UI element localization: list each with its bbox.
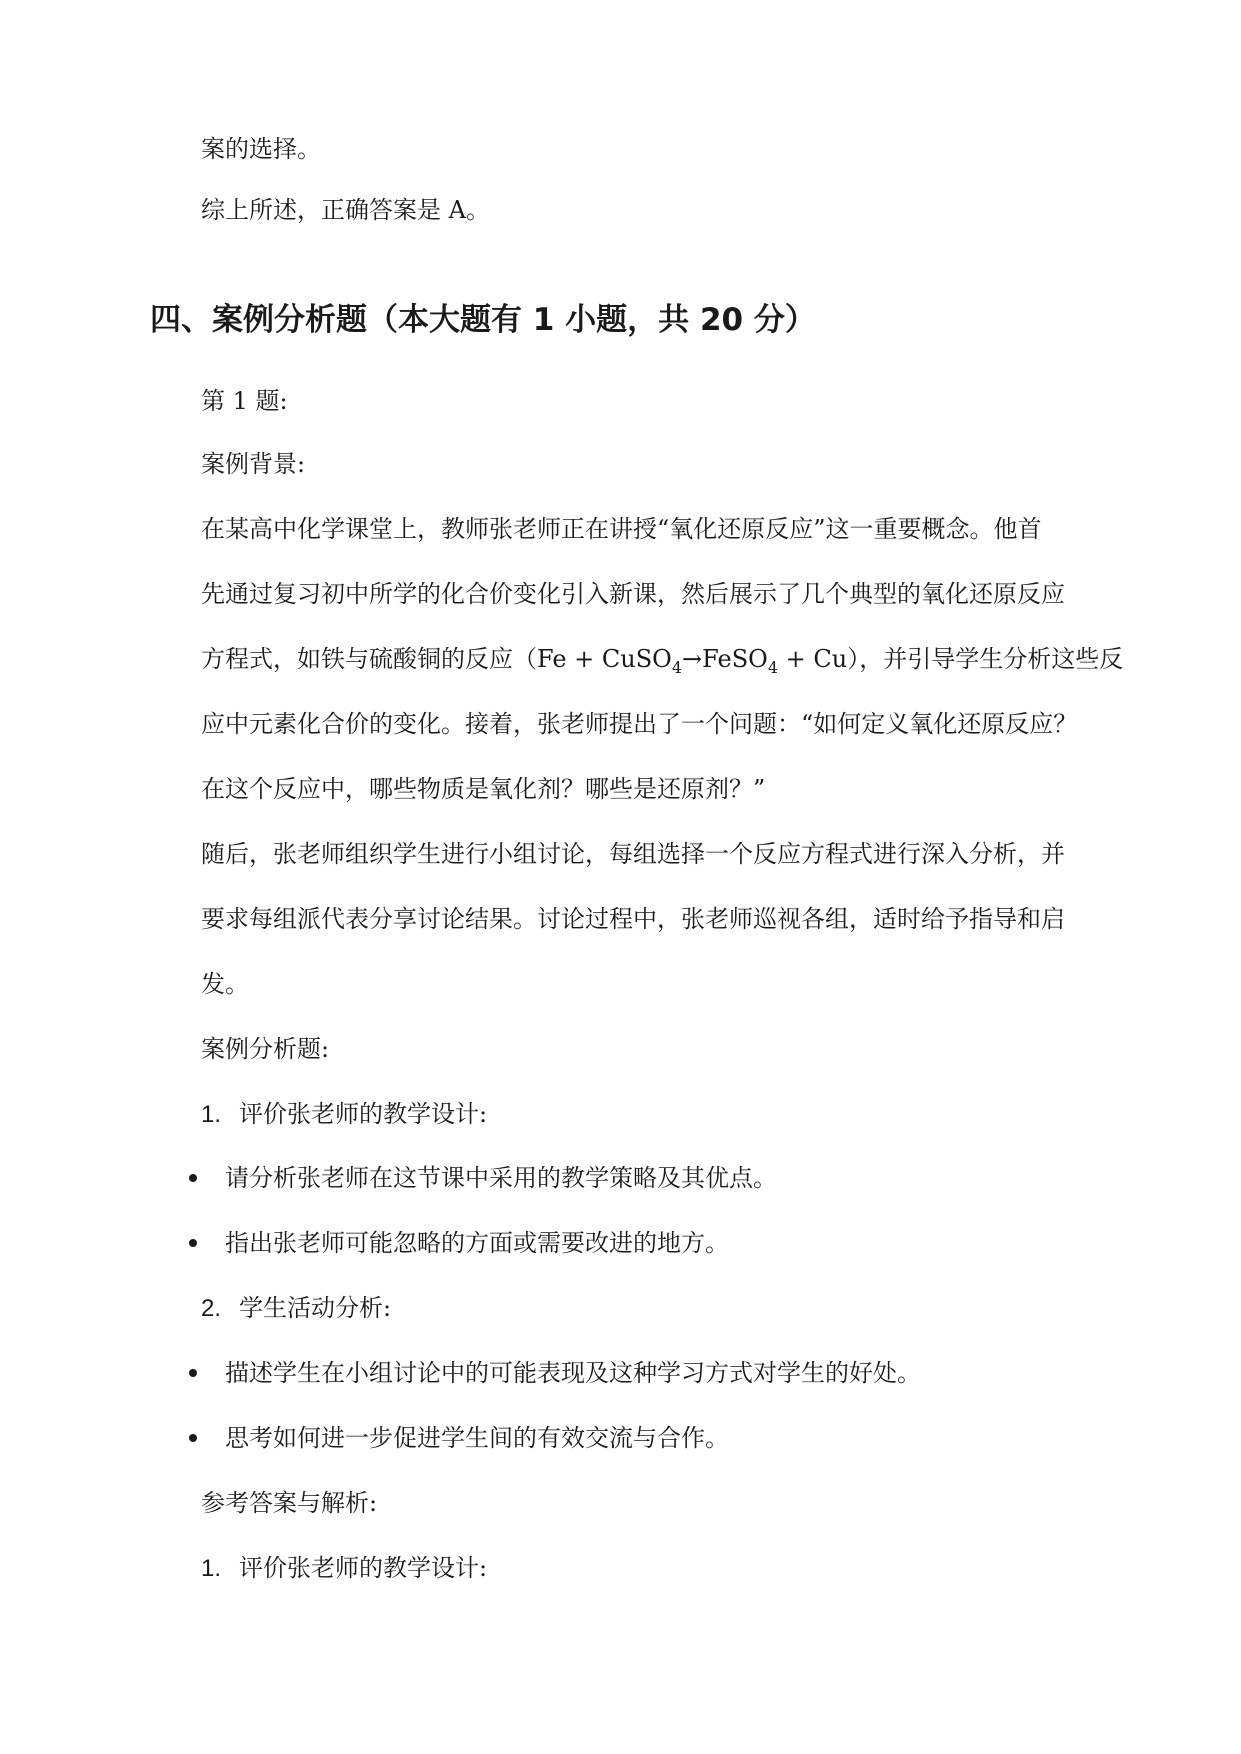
item1-bullet-2: 指出张老师可能忽略的方面或需要改进的地方。 bbox=[225, 1229, 729, 1257]
bullet-icon bbox=[189, 1174, 197, 1182]
eq-fe: Fe bbox=[537, 645, 567, 673]
background-p1-line5: 在这个反应中，哪些物质是氧化剂？哪些是还原剂？” bbox=[201, 775, 766, 803]
item2-heading bbox=[201, 1292, 391, 1325]
item2-title: 学生活动分析: bbox=[239, 1294, 392, 1322]
background-p1-line3 bbox=[201, 643, 1123, 675]
answer-label: 参考答案与解析: bbox=[201, 1489, 378, 1517]
background-p2-line1: 随后，张老师组织学生进行小组讨论，每组选择一个反应方程式进行深入分析，并 bbox=[201, 840, 1065, 868]
background-p1-line1: 在某高中化学课堂上，教师张老师正在讲授“氧化还原反应”这一重要概念。他首 bbox=[201, 515, 1042, 543]
answer-item1-title: 评价张老师的教学设计: bbox=[239, 1554, 488, 1582]
background-p1-line4: 应中元素化合价的变化。接着，张老师提出了一个问题：“如何定义氧化还原反应？ bbox=[201, 710, 1078, 738]
item1-title: 评价张老师的教学设计: bbox=[239, 1100, 488, 1128]
answer-item1-heading bbox=[201, 1552, 487, 1585]
background-label: 案例背景: bbox=[201, 450, 306, 478]
line3-prefix: 方程式，如铁与硫酸铜的反应（ bbox=[201, 645, 537, 673]
eq-sub-2: 4 bbox=[767, 658, 779, 677]
eq-sub-1: 4 bbox=[671, 658, 683, 677]
intro-line-1: 案的选择。 bbox=[201, 135, 321, 163]
line3-suffix: ），并引导学生分析这些反 bbox=[847, 645, 1124, 673]
background-p2-line3: 发。 bbox=[201, 970, 249, 998]
bullet-icon bbox=[189, 1369, 197, 1377]
eq-cu: Cu bbox=[813, 645, 848, 673]
background-p1-line2: 先通过复习初中所学的化合价变化引入新课，然后展示了几个典型的氧化还原反应 bbox=[201, 580, 1065, 608]
eq-arrow: → bbox=[682, 645, 703, 673]
answer-item1-number: 1. bbox=[201, 1555, 222, 1582]
bullet-icon bbox=[189, 1434, 197, 1442]
item1-number: 1. bbox=[201, 1101, 222, 1128]
question-label: 第 1 题: bbox=[201, 387, 288, 415]
item1-bullet-1: 请分析张老师在这节课中采用的教学策略及其优点。 bbox=[225, 1164, 777, 1192]
background-p2-line2: 要求每组派代表分享讨论结果。讨论过程中，张老师巡视各组，适时给予指导和启 bbox=[201, 905, 1065, 933]
item1-heading bbox=[201, 1098, 487, 1131]
item2-number: 2. bbox=[201, 1295, 222, 1322]
chemical-equation bbox=[537, 645, 848, 677]
intro-line-2: 综上所述，正确答案是 A。 bbox=[201, 196, 490, 224]
eq-plus-2: + bbox=[778, 645, 814, 673]
bullet-icon bbox=[189, 1239, 197, 1247]
questions-label: 案例分析题: bbox=[201, 1035, 330, 1063]
eq-feso: FeSO bbox=[702, 645, 768, 673]
eq-plus-1: + bbox=[566, 645, 602, 673]
section-heading: 四、案例分析题（本大题有 1 小题，共 20 分） bbox=[150, 302, 816, 338]
eq-cuso: CuSO bbox=[601, 645, 672, 673]
item2-bullet-2: 思考如何进一步促进学生间的有效交流与合作。 bbox=[225, 1424, 729, 1452]
item2-bullet-1: 描述学生在小组讨论中的可能表现及这种学习方式对学生的好处。 bbox=[225, 1359, 921, 1387]
